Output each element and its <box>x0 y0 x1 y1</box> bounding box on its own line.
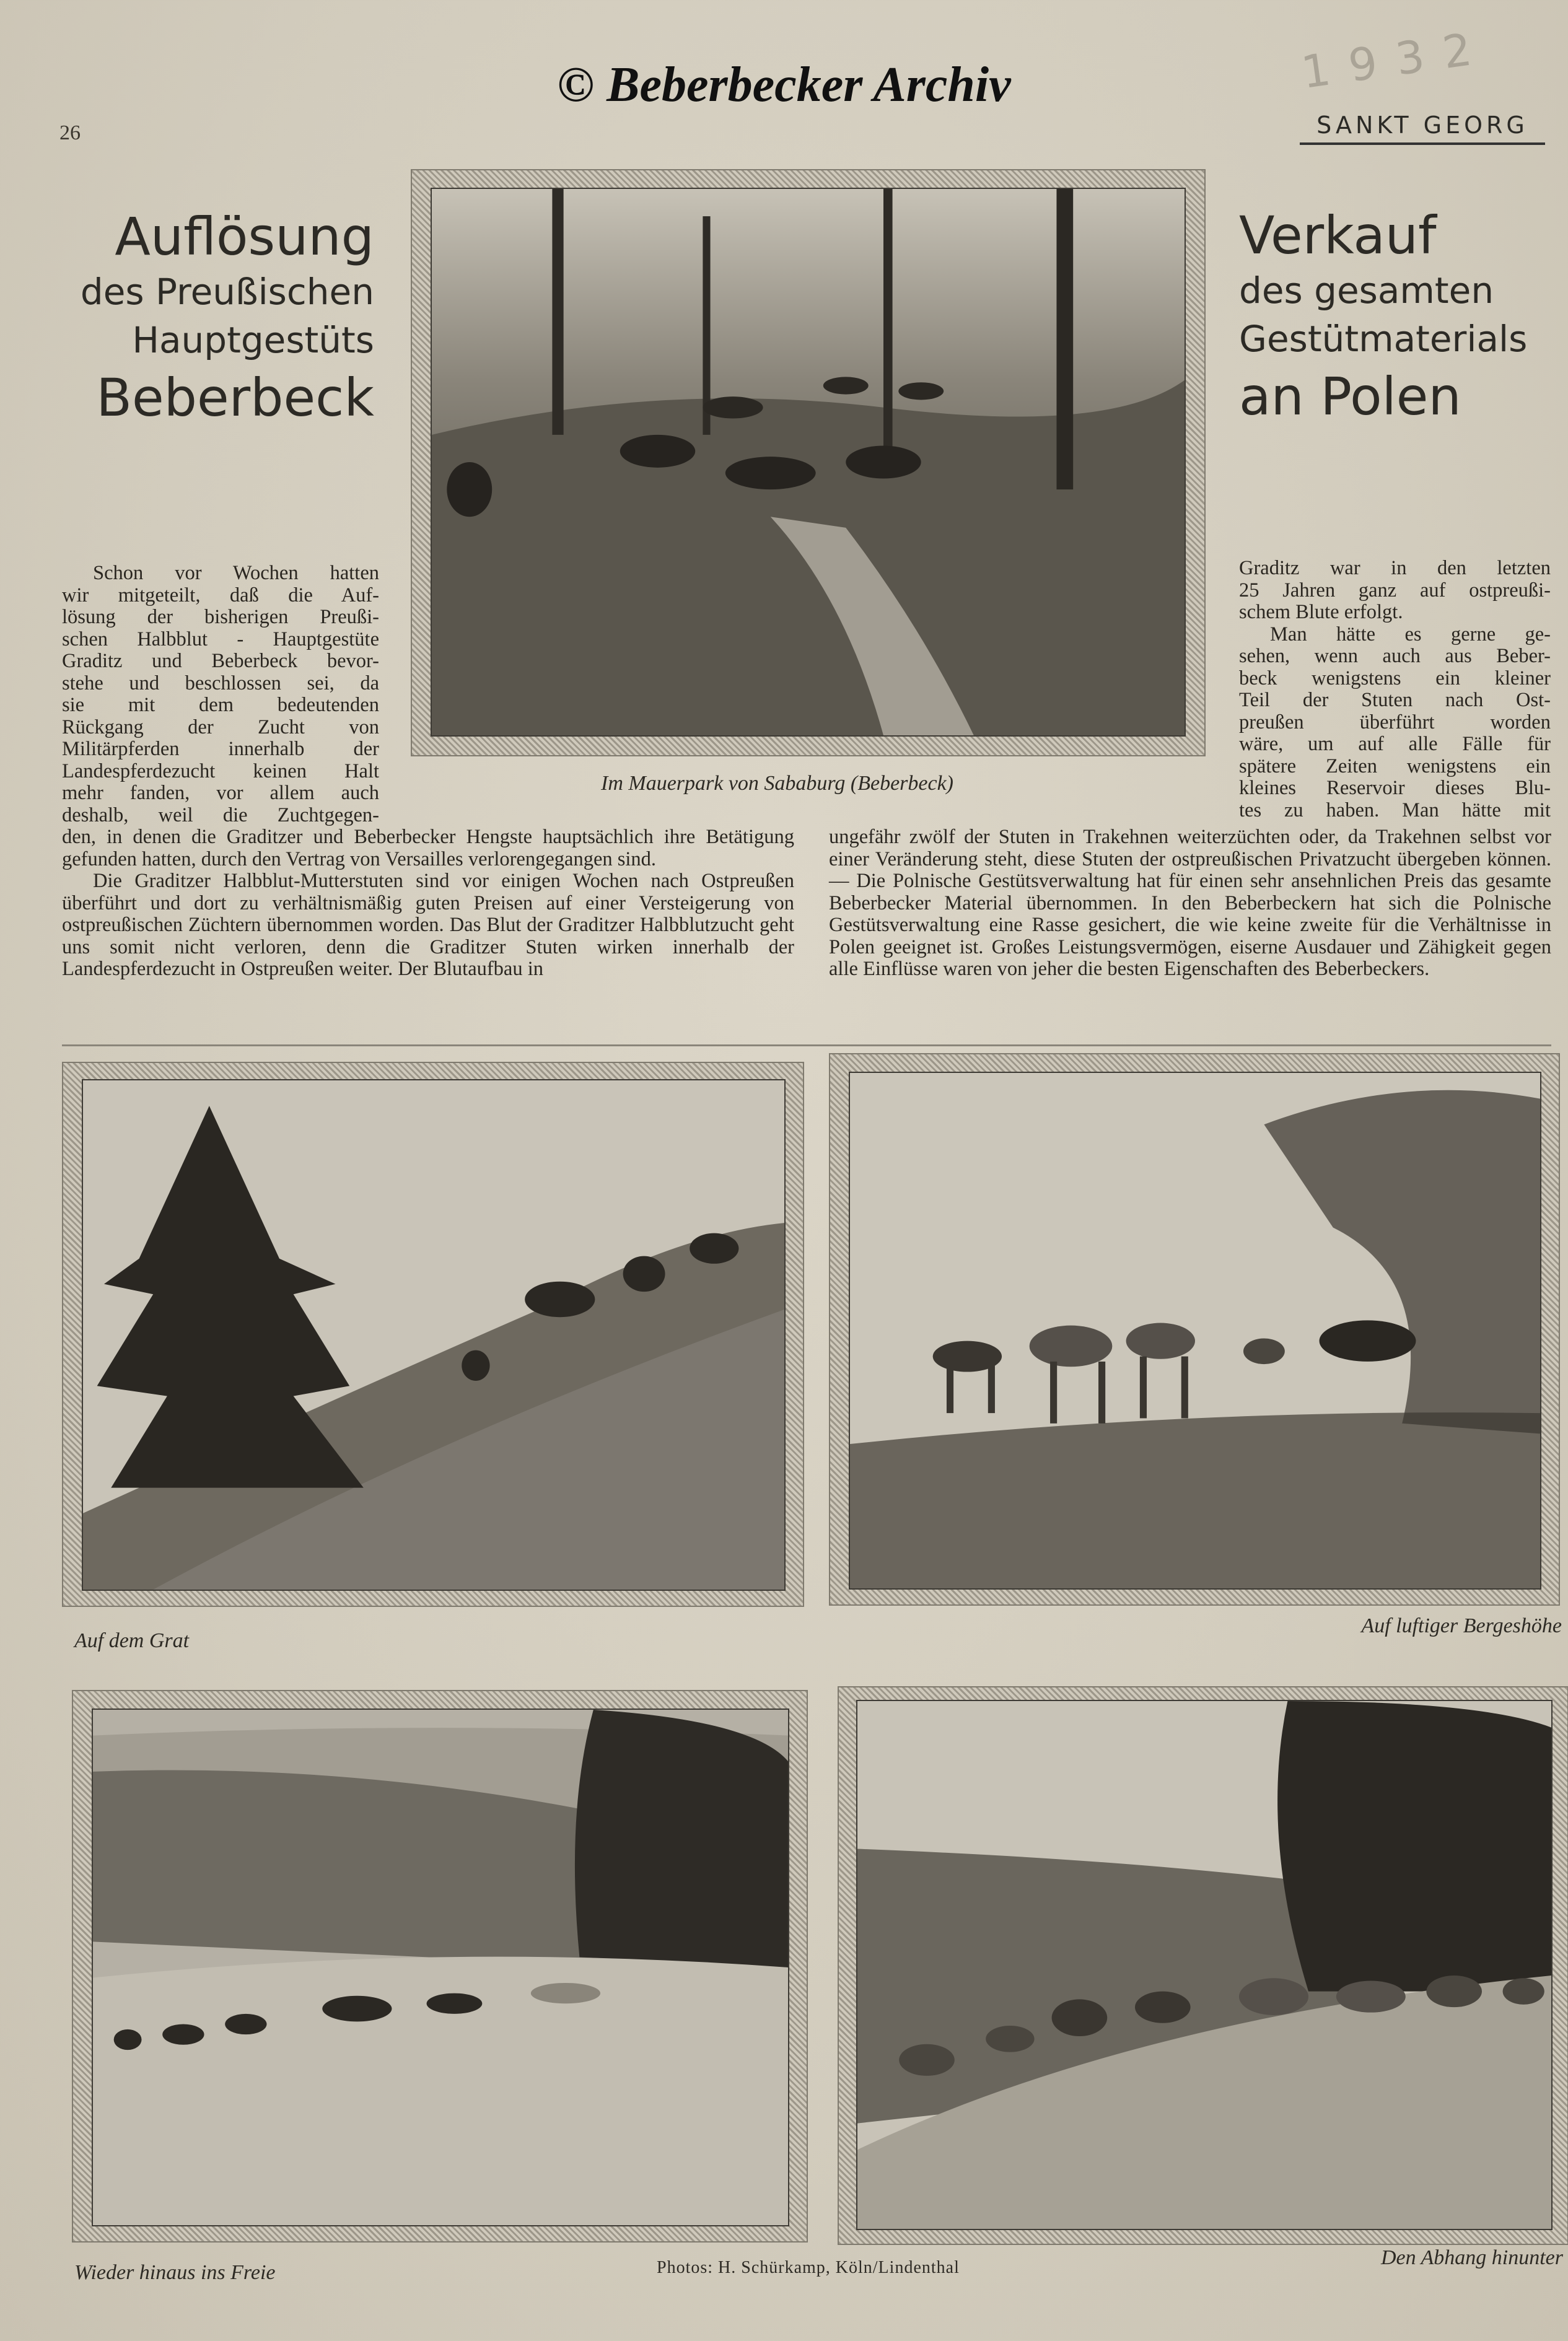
photo-frame-abhang <box>838 1686 1568 2245</box>
text-line: wäre, um auf alle Fälle für <box>1239 733 1551 755</box>
caption-grat: Auf dem Grat <box>74 1629 190 1652</box>
headline-left-line2: des Preußischen <box>80 271 374 313</box>
photo-grat <box>82 1079 786 1591</box>
text-left-narrow <box>62 562 379 826</box>
caption-bergeshoehe: Auf luftiger Bergeshöhe <box>1361 1614 1562 1637</box>
text-left-wide <box>62 826 794 981</box>
text-line: beck wenigstens ein kleiner <box>1239 667 1551 689</box>
text-line: Graditz war in den letzten <box>1239 557 1551 579</box>
photo-credit: Photos: H. Schürkamp, Köln/Lindenthal <box>657 2258 960 2277</box>
text-paragraph: ungefähr zwölf der Stuten in Trakehnen weiterzüchten oder, da Trakehnen selbst vor einer Veränderung steht, diese Stuten der ostpreußischen Privatzucht übergeben können. — Die Polnische Gestütsverwaltung hat für einen sehr ansehnlichen Preis das gesamte Beberbecker Material übernommen. In den Beberbeckern hat sich die Polnische Gestütsverwaltung eine Rasse gesichert, die wie keine zweite für die Verhältnisse in Polen geeignet ist. Großes Leistungsvermögen, eiserne Ausdauer und Zähigkeit gegen alle Einflüsse waren von jeher die besten Eigenschaften des Beberbeckers. <box>829 826 1551 980</box>
text-line: sie mit dem bedeutenden <box>62 694 379 716</box>
headline-right-line2: des gesamten <box>1239 269 1494 312</box>
text-line: mehr fanden, vor allem auch <box>62 782 379 804</box>
archive-watermark: © Beberbecker Archiv <box>557 58 1011 112</box>
text-line: spätere Zeiten wenigstens ein <box>1239 755 1551 777</box>
text-line: kleines Reservoir dieses Blu- <box>1239 777 1551 799</box>
text-right-wide <box>829 826 1551 981</box>
photo-frame-grat <box>62 1062 804 1607</box>
pencil-annotation: 1 9 3 2 <box>1298 22 1478 99</box>
photo-mauerpark <box>431 188 1186 737</box>
photo-abhang <box>856 1700 1553 2230</box>
text-line: sehen, wenn auch aus Beber- <box>1239 645 1551 667</box>
text-paragraph: den, in denen die Graditzer und Beberbecker Hengste hauptsächlich ihre Betätigung gefunden hatten, durch den Vertrag von Versailles verlorengegangen sind. <box>62 826 794 870</box>
text-line: Militärpferden innerhalb der <box>62 738 379 760</box>
headline-left-line4: Beberbeck <box>96 367 374 428</box>
text-line: deshalb, weil die Zuchtgegen- <box>62 803 379 826</box>
text-line: schem Blute erfolgt. <box>1239 601 1403 623</box>
headline-right-line4: an Polen <box>1239 366 1461 427</box>
text-line: Schon vor Wochen hatten <box>93 562 379 584</box>
caption-freie: Wieder hinaus ins Freie <box>74 2261 276 2284</box>
text-line: Rückgang der Zucht von <box>62 715 379 738</box>
text-line: wir mitgeteilt, daß die Auf- <box>62 584 379 606</box>
photo-frame-bergeshoehe <box>829 1053 1560 1606</box>
text-line: lösung der bisherigen Preußi- <box>62 606 379 628</box>
headline-right-main: Verkauf <box>1239 205 1437 266</box>
headline-left-main: Auflösung <box>115 206 374 267</box>
photo-frame-freie <box>72 1690 808 2243</box>
text-line: stehe und beschlossen sei, da <box>62 672 379 694</box>
headline-right-line3: Gestütmaterials <box>1239 318 1528 360</box>
text-line: schen Halbblut - Hauptgestüte <box>62 628 379 650</box>
caption-abhang: Den Abhang hinunter <box>1380 2246 1563 2269</box>
caption-top-photo: Im Mauerpark von Sababurg (Beberbeck) <box>601 772 954 795</box>
photo-bergeshoehe <box>849 1072 1541 1590</box>
magazine-logo <box>1300 112 1545 145</box>
divider-rule <box>62 1044 1551 1046</box>
text-line: tes zu haben. Man hätte mit <box>1239 799 1551 821</box>
text-line: Man hätte es gerne ge- <box>1270 623 1551 645</box>
text-line: 25 Jahren ganz auf ostpreußi- <box>1239 579 1551 602</box>
page-number: 26 <box>59 121 81 144</box>
text-line: Landespferdezucht keinen Halt <box>62 759 379 782</box>
text-right-narrow <box>1239 558 1551 821</box>
photo-frame-top <box>411 169 1206 756</box>
text-line: preußen überführt worden <box>1239 711 1551 733</box>
text-paragraph: Die Graditzer Halbblut-Mutterstuten sind vor einigen Wochen nach Ostpreußen überführt und dort zu verhältnismäßig guten Preisen auf einer Versteigerung von ostpreußischen Züchtern übernommen worden. Das Blut der Graditzer Halbblutzucht geht uns somit nicht verloren, denn die Graditzer Stuten wirken innerhalb der Landespferdezucht in Ostpreußen weiter. Der Blutaufbau in <box>62 870 794 980</box>
photo-freie <box>92 1709 789 2226</box>
magazine-logo-text: SANKT GEORG <box>1316 112 1528 139</box>
text-line: Graditz und Beberbeck bevor- <box>62 650 379 672</box>
text-line: Teil der Stuten nach Ost- <box>1239 689 1551 711</box>
headline-left-line3: Hauptgestüts <box>132 319 374 361</box>
